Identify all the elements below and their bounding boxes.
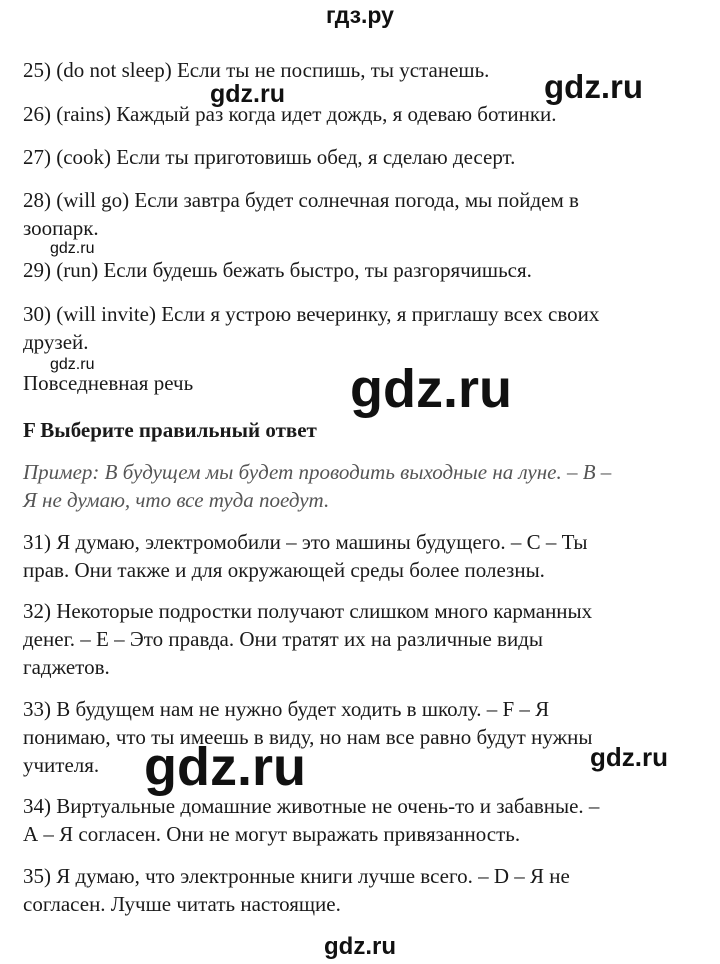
answer-31-b: прав. Они также и для окружающей среды более полезны. bbox=[23, 558, 545, 582]
answer-29: 29) (run) Если будешь бежать быстро, ты разгорячишься. bbox=[23, 258, 532, 282]
answer-30-a: 30) (will invite) Если я устрою вечеринку, я приглашу всех своих bbox=[23, 302, 600, 326]
answer-25: 25) (do not sleep) Если ты не поспишь, ты устанешь. bbox=[23, 58, 490, 82]
answer-33-c: учителя. bbox=[23, 753, 100, 777]
answer-33-b: понимаю, что ты имеешь в виду, но нам все равно будут нужны bbox=[23, 725, 593, 749]
answer-32-c: гаджетов. bbox=[23, 655, 110, 679]
section-title: Повседневная речь bbox=[23, 371, 194, 395]
answer-33-a: 33) В будущем нам не нужно будет ходить в школу. – F – Я bbox=[23, 697, 550, 721]
answer-35-a: 35) Я думаю, что электронные книги лучше всего. – D – Я не bbox=[23, 864, 570, 888]
answer-32-a: 32) Некоторые подростки получают слишком много карманных bbox=[23, 599, 593, 623]
example-line-b: Я не думаю, что все туда поедут. bbox=[23, 488, 330, 512]
exercise-heading: F Выберите правильный ответ bbox=[23, 418, 317, 442]
watermark: gdz.ru bbox=[50, 240, 95, 257]
footer-site-name: gdz.ru bbox=[324, 933, 396, 960]
example-line-a: Пример: В будущем мы будет проводить выходные на луне. – В – bbox=[23, 460, 612, 484]
answer-28-b: зоопарк. bbox=[23, 216, 99, 240]
answer-30-b: друзей. bbox=[23, 330, 89, 354]
watermark: gdz.ru bbox=[544, 68, 643, 105]
answer-26: 26) (rains) Каждый раз когда идет дождь, я одеваю ботинки. bbox=[23, 102, 557, 126]
answer-34-b: А – Я согласен. Они не могут выражать привязанность. bbox=[23, 822, 521, 846]
answer-28-a: 28) (will go) Если завтра будет солнечная погода, мы пойдем в bbox=[23, 188, 579, 212]
watermark: gdz.ru bbox=[50, 356, 95, 373]
answer-27: 27) (cook) Если ты приготовишь обед, я сделаю десерт. bbox=[23, 145, 516, 169]
answer-31-a: 31) Я думаю, электромобили – это машины будущего. – С – Ты bbox=[23, 530, 588, 554]
answer-34-a: 34) Виртуальные домашние животные не очень-то и забавные. – bbox=[23, 794, 600, 818]
watermark: gdz.ru bbox=[144, 737, 306, 797]
watermark: gdz.ru bbox=[590, 742, 668, 772]
watermark: gdz.ru bbox=[350, 359, 512, 419]
watermark: gdz.ru bbox=[210, 80, 285, 108]
answer-35-b: согласен. Лучше читать настоящие. bbox=[23, 892, 341, 916]
answer-32-b: денег. – Е – Это правда. Они тратят их на различные виды bbox=[23, 627, 544, 651]
site-header: гдз.ру bbox=[326, 2, 394, 28]
